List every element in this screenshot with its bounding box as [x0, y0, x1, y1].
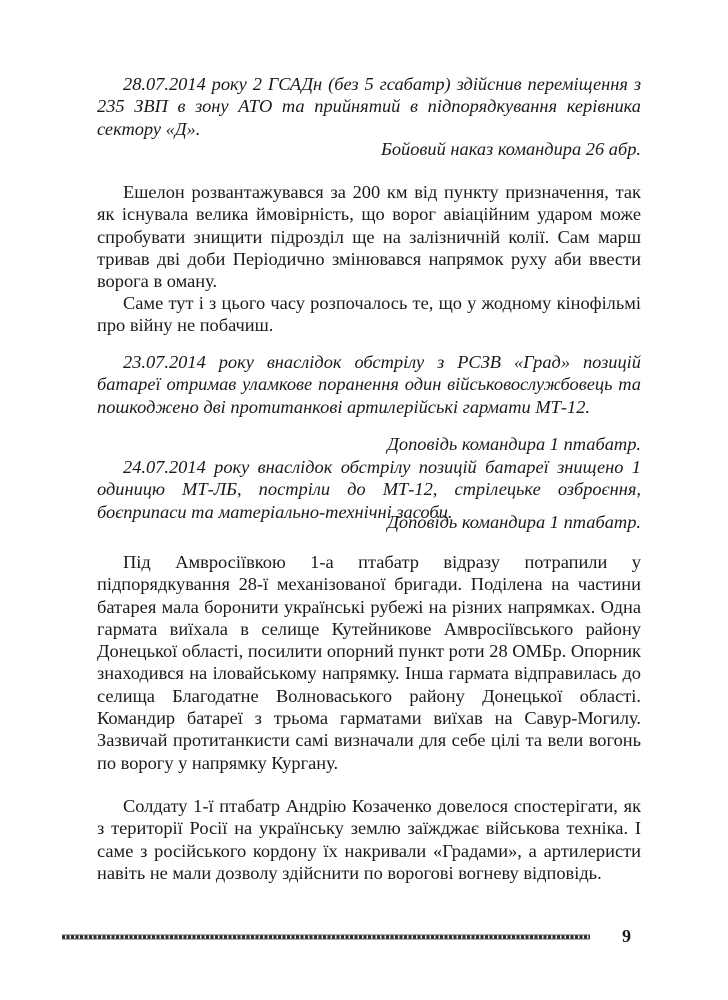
footer-ornament-rule: [62, 933, 590, 941]
paragraph-1-text-c: напрямок руху аби ввести ворога в оману.: [97, 248, 641, 292]
report-quote-1-text-end: МТ-12.: [535, 396, 590, 417]
paragraph-2-text: Саме тут і з цього часу розпочалось те, що у жодному кінофільмі про війну не побачиш.: [97, 293, 641, 336]
order-quote-1: [97, 73, 641, 140]
report-quote-1: [97, 351, 641, 418]
page-number: 9: [622, 926, 631, 946]
paragraph-4-text: Солдату 1-ї птабатр Андрію Козаченко довелося спостерігати, як з території Росії на українську землю заїжджає військова техніка. І саме з російського кордону їх накривали «Градами», а артилеристи навіть не мали дозволу здійснити: [97, 796, 641, 883]
report-quote-1-source: Доповідь командира 1 птабатр.: [387, 434, 641, 454]
paragraph-2: [97, 292, 641, 337]
paragraph-3-text-end: ворогу у напрямку Кургану.: [120, 752, 339, 773]
report-quote-2-source: Доповідь командира 1 птабатр.: [387, 512, 641, 532]
order-quote-1-text: 28.07.2014 року 2 ГСАДн (без 5 гсабатр) здійснив переміщення з 235 ЗВП в зону АТО та прийнятий в підпорядкування: [97, 74, 641, 117]
order-quote-1-source: Бойовий наказ командира 26 абр.: [380, 139, 641, 159]
paragraph-1-text-a: Ешелон розвантажувався за 200 км від пункту призначення, так як існувала велика ймовірність, що ворог авіаційним: [97, 182, 641, 225]
paragraph-1-text-b: ударом може спробувати знищити підрозділ ще на залізничній колії. Сам марш тривав дві доби Періодично змінювався: [97, 204, 641, 269]
order-quote-1-text-end: керівника сектору «Д».: [97, 96, 641, 139]
report-quote-2-text: 24.07.2014 року внаслідок обстрілу позицій батареї знищено 1 одиницю МТ-ЛБ, постріли до МТ-12, стрілецьке озброєння, боєприпаси та матеріально-технічні засоби.: [97, 457, 641, 522]
paragraph-3: [97, 551, 641, 774]
paragraph-4-text-end: по ворогові вогневу відповідь.: [363, 862, 602, 883]
paragraph-3-text: Під Амвросіївкою 1-а птабатр відразу потрапили у підпорядкування 28-ї механізованої бригади. Поділена на частини батарея мала боронити українські рубежі на різних напрямках. Одна гармата виїхала в селище Кутейникове Амвросіївського району Донецької області, посилити опорний пункт роти 28 ОМБр. Опорник знаходився на іловайському напрямку. Інша гармата відправилась до селища Благодатне Волноваського району Донецької області. Командир батареї з трьома гарматами виїхав на Савур-Могилу. Зазвичай протитанкисти самі визначали для себе цілі та вели вогонь по: [97, 552, 641, 773]
paragraph-1: [97, 181, 641, 292]
paragraph-4: [97, 795, 641, 884]
report-quote-1-text: 23.07.2014 року внаслідок обстрілу з РСЗВ «Град» позицій батареї отримав уламкове поранення один військовослужбовець та пошкоджено дві протитанкові артилерійські гармати: [97, 352, 641, 417]
